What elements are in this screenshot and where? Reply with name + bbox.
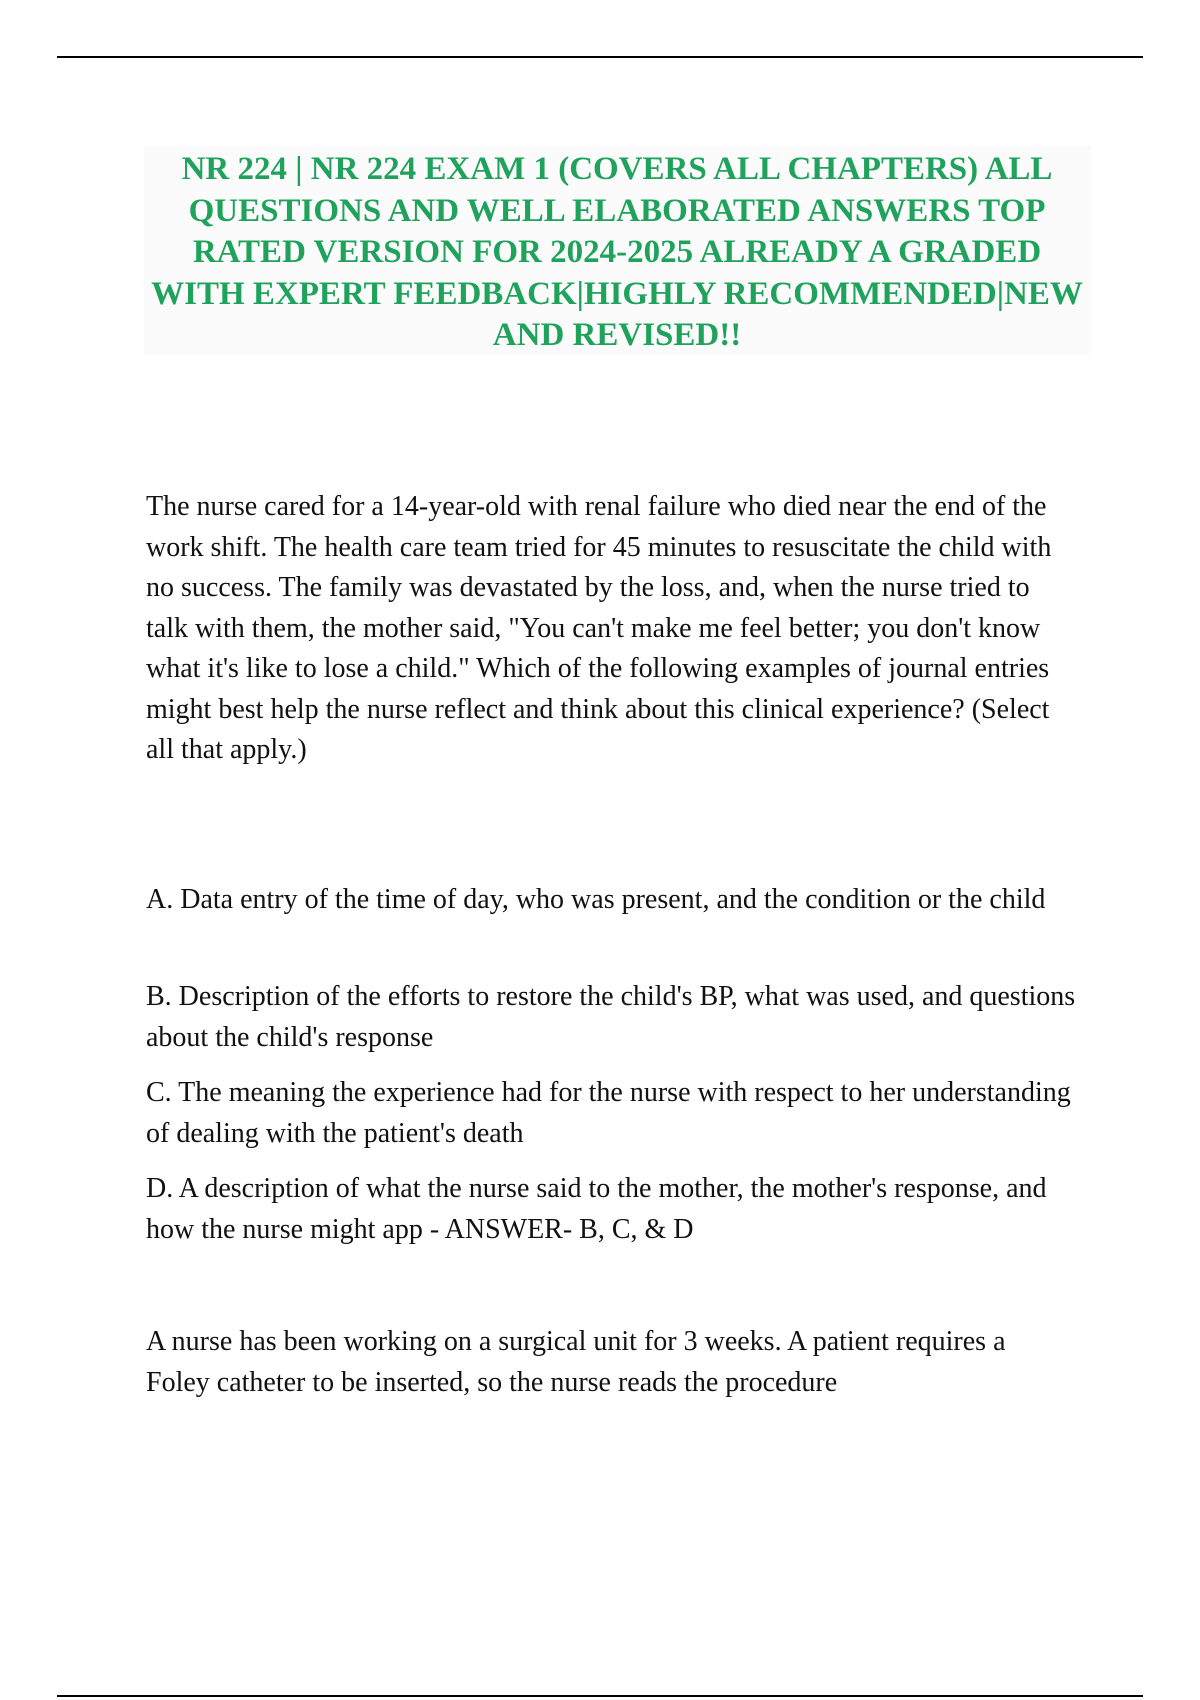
- option-text: B. Description of the efforts to restore the child's BP, what was used, and questions about the child's response: [146, 981, 1076, 1053]
- question-text: A nurse has been working on a surgical unit for 3 weeks. A patient requires a Foley catheter to be inserted, so the nurse reads the procedure: [146, 1326, 1006, 1398]
- option-text: A. Data entry of the time of day, who was present, and the condition or the child: [146, 884, 1046, 915]
- option-text: C. The meaning the experience had for the nurse with respect to her understanding of dealing with the patient's death: [146, 1077, 1071, 1149]
- document-title: NR 224 | NR 224 EXAM 1 (COVERS ALL CHAPTERS) ALL QUESTIONS AND WELL ELABORATED ANSWERS TOP RATED VERSION FOR 2024-2025 ALREADY A GRADED WITH EXPERT FEEDBACK|HIGHLY RECOMMENDED|NEW AND REVISED!!: [151, 151, 1083, 353]
- answer-option-d: [146, 1169, 1076, 1250]
- question-1: [146, 487, 1076, 771]
- answer-option-c: [146, 1073, 1076, 1154]
- answer-option-b: [146, 977, 1076, 1058]
- title-block: [143, 146, 1091, 355]
- question-2: [146, 1322, 1076, 1403]
- bottom-rule: [57, 1695, 1143, 1697]
- question-text: The nurse cared for a 14-year-old with renal failure who died near the end of the work shift. The health care team tried for 45 minutes to resuscitate the child with no success. The family was devastated by the loss, and, when the nurse tried to talk with them, the mother said, "You can't make me feel better; you don't know what it's like to lose a child." Which of the following examples of journal entries might best help the nurse reflect and think about this clinical experience? (Select all that apply.): [146, 491, 1052, 765]
- answer-option-a: [146, 880, 1076, 921]
- top-rule: [57, 56, 1143, 58]
- option-text: D. A description of what the nurse said to the mother, the mother's response, and how the nurse might app - ANSWER- B, C, & D: [146, 1173, 1047, 1245]
